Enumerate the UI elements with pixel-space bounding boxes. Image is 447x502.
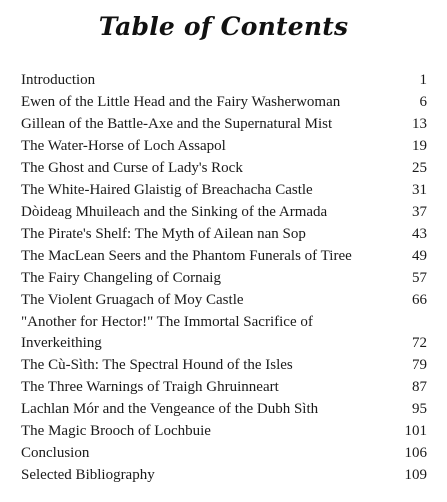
entry-page-number: 109	[404, 467, 427, 483]
entry-page-number: 57	[412, 270, 427, 286]
entry-page-number: 72	[412, 335, 427, 351]
toc-entry[interactable]	[21, 113, 427, 135]
entry-page-number: 95	[412, 401, 427, 417]
toc-entry[interactable]	[21, 157, 427, 179]
toc-entry[interactable]	[21, 223, 427, 245]
entry-page-number: 25	[412, 160, 427, 176]
entry-page-number: 49	[412, 248, 427, 264]
toc-entry[interactable]	[21, 420, 427, 442]
toc-entry[interactable]	[21, 442, 427, 464]
entry-title: The MacLean Seers and the Phantom Funerals of Tiree	[21, 248, 352, 264]
entry-page-number: 19	[412, 138, 427, 154]
entry-page-number: 1	[419, 72, 427, 88]
entry-page-number: 79	[412, 357, 427, 373]
toc-entry[interactable]	[21, 464, 427, 486]
toc-entry[interactable]	[21, 354, 427, 376]
entry-page-number: 66	[412, 292, 427, 308]
entry-title: Gillean of the Battle-Axe and the Supernatural Mist	[21, 116, 333, 132]
entry-title: The Water-Horse of Loch Assapol	[21, 138, 226, 154]
toc-entry[interactable]	[21, 289, 427, 311]
entry-title: The Fairy Changeling of Cornaig	[21, 270, 221, 286]
entry-page-number: 6	[419, 94, 427, 110]
entry-page-number: 87	[412, 379, 427, 395]
toc-entry[interactable]	[21, 376, 427, 398]
page-title: Table of Contents	[98, 12, 349, 41]
entry-title: Selected Bibliography	[21, 467, 155, 483]
entry-title: "Another for Hector!" The Immortal Sacrifice of Inverkeithing	[21, 314, 313, 351]
toc-entry[interactable]	[21, 245, 427, 267]
toc-entry[interactable]	[21, 201, 427, 223]
toc-entry[interactable]	[21, 91, 427, 113]
entry-title: The Violent Gruagach of Moy Castle	[21, 292, 244, 308]
entry-title: Ewen of the Little Head and the Fairy Washerwoman	[21, 94, 341, 110]
entry-page-number: 37	[412, 204, 427, 220]
entry-page-number: 106	[404, 445, 427, 461]
toc-entry[interactable]	[21, 135, 427, 157]
entry-title: The Ghost and Curse of Lady's Rock	[21, 160, 243, 176]
entry-title: The White-Haired Glaistig of Breachacha Castle	[21, 182, 313, 198]
toc-entry[interactable]	[21, 69, 427, 91]
entry-title: Conclusion	[21, 445, 90, 461]
entry-title: The Magic Brooch of Lochbuie	[21, 423, 211, 439]
entry-title: Lachlan Mór and the Vengeance of the Dubh Sìth	[21, 401, 319, 417]
toc-list	[21, 69, 427, 486]
entry-page-number: 43	[412, 226, 427, 242]
entry-title: The Three Warnings of Traigh Ghruinneart	[21, 379, 279, 395]
toc-entry[interactable]	[21, 398, 427, 420]
entry-title: The Cù-Sìth: The Spectral Hound of the Isles	[21, 357, 293, 373]
entry-page-number: 101	[404, 423, 427, 439]
entry-title: Introduction	[21, 72, 96, 88]
toc-entry[interactable]	[21, 267, 427, 289]
toc-entry[interactable]	[21, 311, 427, 354]
toc-entry[interactable]	[21, 179, 427, 201]
entry-page-number: 13	[412, 116, 427, 132]
entry-title: The Pirate's Shelf: The Myth of Ailean nan Sop	[21, 226, 306, 242]
entry-title: Dòideag Mhuileach and the Sinking of the Armada	[21, 204, 328, 220]
entry-page-number: 31	[412, 182, 427, 198]
